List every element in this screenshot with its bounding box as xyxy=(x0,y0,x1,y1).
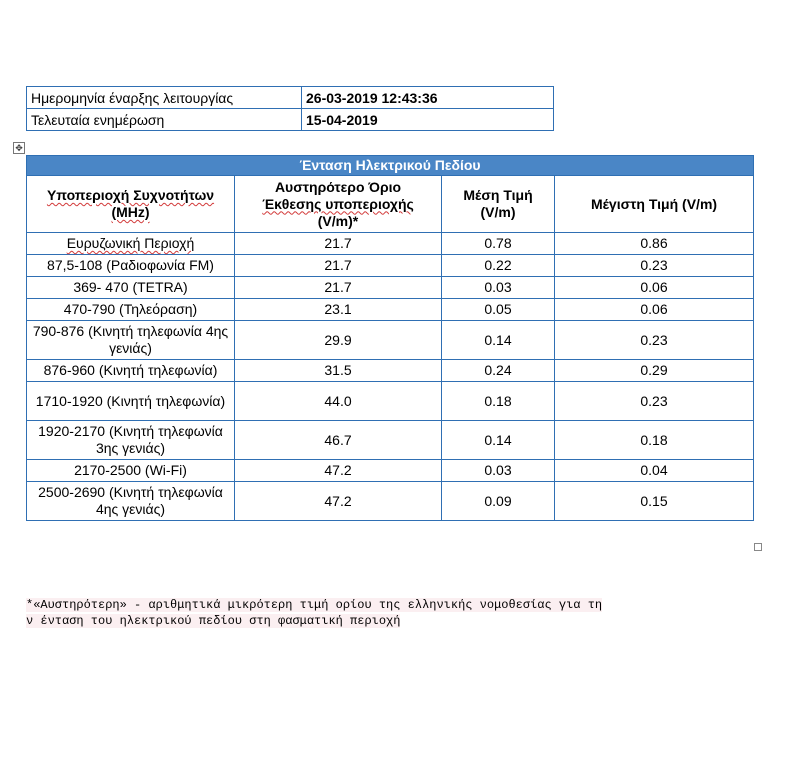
column-header-limit xyxy=(235,176,442,233)
table-row xyxy=(27,460,754,482)
footnote-line1: *«Αυστηρότερη» - αριθμητικά μικρότερη τιμή ορίου της ελληνικής νομοθεσίας για τη xyxy=(26,598,603,612)
column-header-max: Μέγιστη Τιμή (V/m) xyxy=(555,176,754,233)
max-cell: 0.06 xyxy=(555,299,754,321)
band-text: Ευρυζωνική Περιοχή xyxy=(66,235,195,251)
band-cell: 470-790 (Τηλεόραση) xyxy=(27,299,235,321)
mean-cell: 0.22 xyxy=(442,255,555,277)
footnote xyxy=(26,597,686,629)
band-cell: 1710-1920 (Κινητή τηλεφωνία) xyxy=(27,382,235,421)
table-header-row xyxy=(27,176,754,233)
limit-cell: 31.5 xyxy=(235,360,442,382)
band-cell: 87,5-108 (Ραδιοφωνία FM) xyxy=(27,255,235,277)
band-cell xyxy=(27,233,235,255)
limit-cell: 47.2 xyxy=(235,460,442,482)
info-row xyxy=(27,109,554,131)
limit-cell: 21.7 xyxy=(235,255,442,277)
table-row xyxy=(27,299,754,321)
band-cell: 2170-2500 (Wi-Fi) xyxy=(27,460,235,482)
info-label: Ημερομηνία έναρξης λειτουργίας xyxy=(27,87,302,109)
table-row xyxy=(27,382,754,421)
max-cell: 0.23 xyxy=(555,382,754,421)
max-cell: 0.15 xyxy=(555,482,754,521)
info-value: 26-03-2019 12:43:36 xyxy=(302,87,554,109)
operation-info-table xyxy=(26,86,554,131)
table-row xyxy=(27,277,754,299)
limit-cell: 21.7 xyxy=(235,277,442,299)
limit-cell: 44.0 xyxy=(235,382,442,421)
band-cell: 369- 470 (TETRA) xyxy=(27,277,235,299)
mean-cell: 0.14 xyxy=(442,321,555,360)
mean-cell: 0.05 xyxy=(442,299,555,321)
info-value: 15-04-2019 xyxy=(302,109,554,131)
table-row xyxy=(27,321,754,360)
info-label: Τελευταία ενημέρωση xyxy=(27,109,302,131)
table-row xyxy=(27,255,754,277)
max-cell: 0.29 xyxy=(555,360,754,382)
mean-cell: 0.18 xyxy=(442,382,555,421)
mean-cell: 0.03 xyxy=(442,277,555,299)
column-header-band xyxy=(27,176,235,233)
limit-cell: 23.1 xyxy=(235,299,442,321)
mean-cell: 0.03 xyxy=(442,460,555,482)
limit-cell: 46.7 xyxy=(235,421,442,460)
column-header-mean: Μέση Τιμή (V/m) xyxy=(442,176,555,233)
table-title-row xyxy=(27,156,754,176)
mean-cell: 0.78 xyxy=(442,233,555,255)
table-title: Ένταση Ηλεκτρικού Πεδίου xyxy=(27,156,754,176)
header-limit-line2: Έκθεσης υποπεριοχής xyxy=(262,195,414,212)
limit-cell: 29.9 xyxy=(235,321,442,360)
band-cell: 790-876 (Κινητή τηλεφωνία 4ης γενιάς) xyxy=(27,321,235,360)
max-cell: 0.23 xyxy=(555,255,754,277)
info-row xyxy=(27,87,554,109)
max-cell: 0.18 xyxy=(555,421,754,460)
table-resize-handle[interactable] xyxy=(754,543,762,551)
table-row xyxy=(27,482,754,521)
band-cell: 2500-2690 (Κινητή τηλεφωνία 4ης γενιάς) xyxy=(27,482,235,521)
mean-cell: 0.09 xyxy=(442,482,555,521)
table-row xyxy=(27,421,754,460)
max-cell: 0.06 xyxy=(555,277,754,299)
limit-cell: 21.7 xyxy=(235,233,442,255)
table-move-handle-icon[interactable]: ✥ xyxy=(13,142,25,154)
max-cell: 0.86 xyxy=(555,233,754,255)
table-row xyxy=(27,233,754,255)
band-cell: 1920-2170 (Κινητή τηλεφωνία 3ης γενιάς) xyxy=(27,421,235,460)
band-cell: 876-960 (Κινητή τηλεφωνία) xyxy=(27,360,235,382)
electric-field-table xyxy=(26,155,754,521)
mean-cell: 0.14 xyxy=(442,421,555,460)
header-limit-line1: Αυστηρότερο Όριο xyxy=(274,178,402,195)
mean-cell: 0.24 xyxy=(442,360,555,382)
max-cell: 0.23 xyxy=(555,321,754,360)
max-cell: 0.04 xyxy=(555,460,754,482)
footnote-line2: ν ένταση του ηλεκτρικού πεδίου στη φασματική περιοχή xyxy=(26,614,401,628)
limit-cell: 47.2 xyxy=(235,482,442,521)
table-row xyxy=(27,360,754,382)
header-band-text: Υποπεριοχή Συχνοτήτων (MHz) xyxy=(46,187,215,220)
header-limit-line3: (V/m)* xyxy=(317,212,359,229)
